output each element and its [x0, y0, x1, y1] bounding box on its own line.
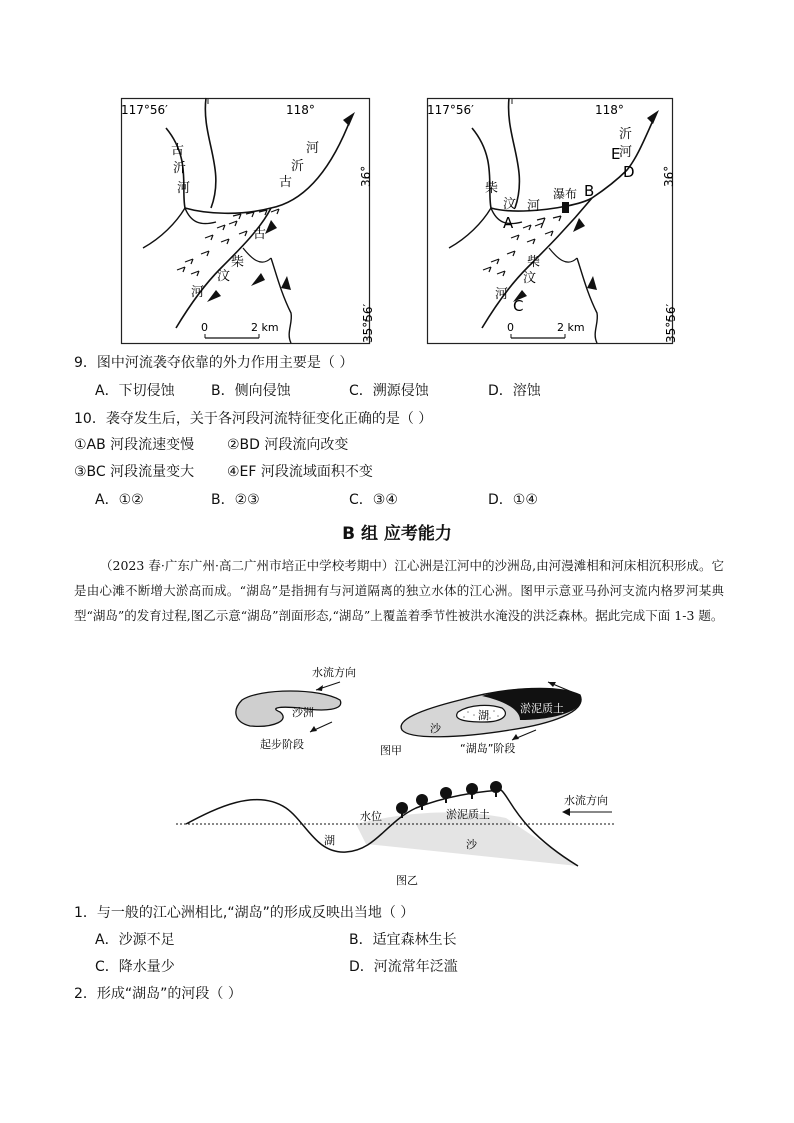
svg-text:汶: 汶 — [503, 197, 517, 212]
svg-text:汶: 汶 — [523, 271, 537, 286]
svg-text:“湖岛”阶段: “湖岛”阶段 — [460, 742, 516, 755]
svg-text:2 km: 2 km — [557, 321, 585, 334]
svg-text:118°: 118° — [286, 103, 315, 117]
svg-text:淤泥质土: 淤泥质土 — [520, 702, 564, 715]
map-right — [427, 98, 678, 344]
q9-option-b[interactable]: B．侧向侵蚀 — [211, 383, 291, 399]
svg-text:河: 河 — [527, 199, 541, 214]
svg-text:古: 古 — [253, 227, 267, 242]
svg-text:35°56′: 35°56′ — [664, 303, 678, 343]
svg-text:河: 河 — [495, 287, 509, 302]
svg-text:沂: 沂 — [291, 159, 305, 174]
q9-option-d[interactable]: D．溶蚀 — [488, 383, 541, 399]
q1-option-d[interactable]: D．河流常年泛滥 — [349, 959, 458, 975]
svg-text:起步阶段: 起步阶段 — [260, 738, 304, 751]
svg-text:2 km: 2 km — [251, 321, 279, 334]
svg-text:沙: 沙 — [430, 722, 441, 735]
map-left — [121, 98, 375, 344]
figure-b — [176, 778, 616, 888]
sandbar-shape — [236, 691, 341, 726]
svg-text:35°56′: 35°56′ — [361, 303, 375, 343]
svg-text:淤泥质土: 淤泥质土 — [446, 808, 490, 821]
svg-text:沙: 沙 — [466, 838, 477, 851]
q1-option-c[interactable]: C．降水量少 — [95, 959, 175, 975]
svg-text:柴: 柴 — [231, 255, 245, 270]
svg-text:古: 古 — [279, 175, 293, 190]
svg-text:柴: 柴 — [527, 255, 541, 270]
svg-text:118°: 118° — [595, 103, 624, 117]
lon-label: 117°56′ — [121, 103, 168, 117]
question-9-stem: 9．图中河流袭夺依靠的外力作用主要是（ ） — [74, 355, 354, 371]
svg-text:A: A — [503, 214, 514, 232]
section-title: B 组 应考能力 — [342, 524, 452, 544]
svg-text:117°56′: 117°56′ — [427, 103, 474, 117]
q10-option-a[interactable]: A．①② — [95, 492, 144, 508]
svg-text:图乙: 图乙 — [396, 874, 418, 887]
q1-option-a[interactable]: A．沙源不足 — [95, 932, 175, 948]
q10-option-d[interactable]: D．①④ — [488, 492, 538, 508]
question-1-stem: 1．与一般的江心洲相比,“湖岛”的形成反映出当地（ ） — [74, 905, 415, 921]
svg-text:0: 0 — [507, 321, 514, 334]
svg-text:河: 河 — [191, 285, 205, 300]
q9-option-c[interactable]: C．溯源侵蚀 — [349, 383, 429, 399]
svg-text:水位: 水位 — [360, 810, 382, 823]
q1-option-b[interactable]: B．适宜森林生长 — [349, 932, 457, 948]
svg-text:B: B — [584, 182, 595, 200]
q10-item-1: ①AB 河段流速变慢 — [74, 437, 195, 453]
svg-text:瀑布: 瀑布 — [553, 187, 578, 201]
svg-text:水流方向: 水流方向 — [564, 794, 608, 807]
svg-text:河: 河 — [177, 181, 191, 196]
svg-text:图甲: 图甲 — [380, 744, 402, 757]
svg-text:36°: 36° — [359, 165, 373, 187]
svg-text:湖: 湖 — [324, 834, 335, 847]
svg-text:古: 古 — [171, 143, 185, 158]
svg-text:汶: 汶 — [217, 269, 231, 284]
svg-text:D: D — [623, 163, 635, 181]
svg-text:沙洲: 沙洲 — [292, 706, 314, 719]
svg-text:湖: 湖 — [478, 709, 489, 722]
svg-text:沂: 沂 — [173, 161, 187, 176]
question-2-stem: 2．形成“湖岛”的河段（ ） — [74, 986, 242, 1002]
waterfall-marker — [562, 202, 569, 213]
question-10-stem: 10．袭夺发生后，关于各河段河流特征变化正确的是（ ） — [74, 411, 433, 427]
svg-text:沂: 沂 — [619, 127, 633, 142]
svg-text:36°: 36° — [662, 165, 676, 187]
q10-item-4: ④EF 河段流域面积不变 — [227, 464, 373, 480]
svg-text:0: 0 — [201, 321, 208, 334]
q10-item-2: ②BD 河段流向改变 — [227, 437, 349, 453]
svg-text:河: 河 — [306, 141, 320, 156]
q10-item-3: ③BC 河段流量变大 — [74, 464, 195, 480]
q9-option-a[interactable]: A．下切侵蚀 — [95, 383, 175, 399]
svg-text:河: 河 — [619, 145, 633, 160]
svg-text:水流方向: 水流方向 — [312, 666, 356, 679]
svg-text:C: C — [513, 297, 524, 315]
q10-option-c[interactable]: C．③④ — [349, 492, 398, 508]
q10-option-b[interactable]: B．②③ — [211, 492, 260, 508]
svg-text:柴: 柴 — [485, 181, 499, 196]
svg-text:E: E — [611, 145, 621, 163]
figure-a — [220, 660, 600, 760]
intro-paragraph: （2023 春·广东广州·高二广州市培正中学校考期中）江心洲是江河中的沙洲岛,由河漫滩相和河床相沉积形成。它是由心滩不断增大淤高而成。“湖岛”是指拥有与河道隔离的独立水体的江心洲。图甲示意亚马孙河支流内格罗河某典型“湖岛”的发育过程,图乙示意“湖岛”剖面形态,“湖岛”上覆盖着季节性被洪水淹没的洪泛森林。据此完成下面 1-3 题。 — [74, 558, 724, 623]
